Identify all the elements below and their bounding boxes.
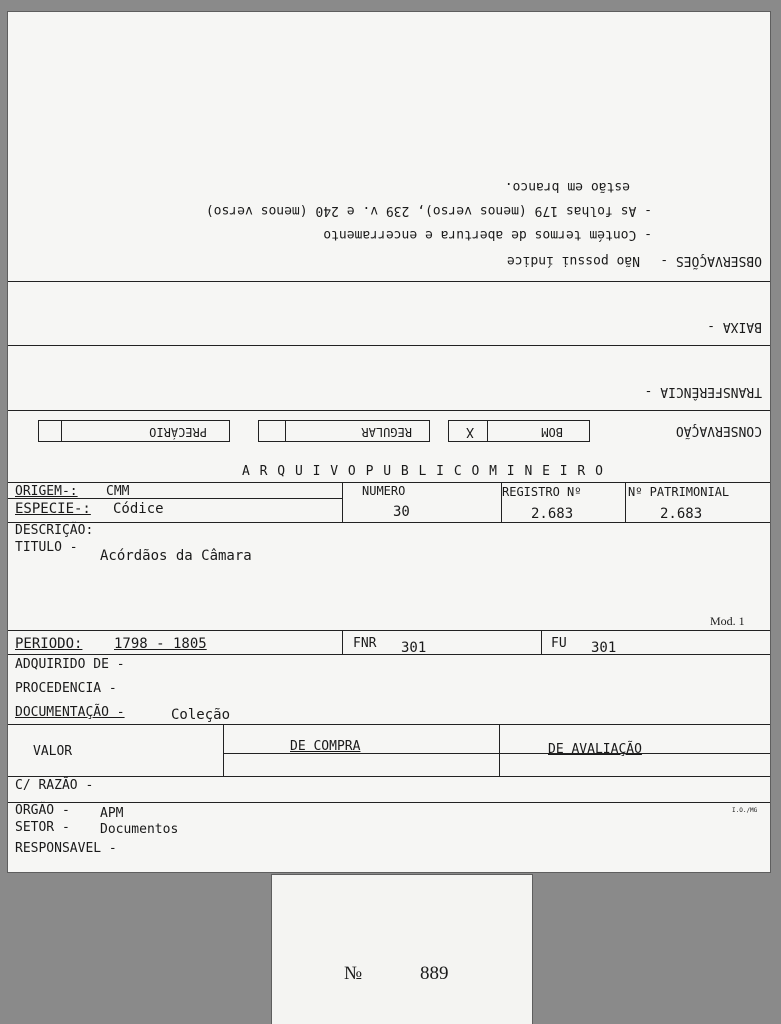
setor-label: SETOR -	[15, 820, 70, 835]
periodo-value: 1798 - 1805	[114, 636, 207, 652]
ticket-number: 889	[420, 963, 449, 984]
orgao-label: ORGÃO -	[15, 803, 70, 818]
periodo-label: PERIODO:	[15, 636, 83, 652]
divider-baixa	[8, 345, 770, 346]
fu-value: 301	[591, 640, 617, 656]
mod-label: Mod. 1	[710, 614, 745, 628]
numero-value: 30	[393, 504, 410, 520]
documentacao-value: Coleção	[171, 707, 231, 723]
printer-mark: I.O./MG	[732, 807, 758, 814]
descricao-label: DESCRIÇÃO:	[15, 523, 94, 538]
registro-label: REGISTRO Nº	[502, 485, 582, 499]
observacoes-label: OBSERVAÇÕES -	[660, 253, 762, 268]
titulo-value: Acórdãos da Câmara	[100, 548, 252, 564]
obs-line-2: - Contém termos de abertura e encerramento	[323, 227, 652, 242]
especie-label: ESPECIE-:	[15, 501, 91, 517]
baixa-label: BAIXA -	[707, 319, 762, 334]
upside-down-section	[8, 12, 770, 442]
procedencia-label: PROCEDENCIA -	[15, 681, 117, 696]
bom-label: BOM	[541, 425, 563, 439]
obs-line-1: Não possui índice	[506, 253, 640, 268]
valor-label: VALOR	[33, 744, 73, 759]
setor-value: Documentos	[100, 822, 179, 837]
fnr-label: FNR	[353, 636, 377, 651]
razao-label: C/ RAZÃO -	[15, 778, 94, 793]
archive-header: A R Q U I V O P U B L I C O M I N E I R O	[242, 464, 604, 479]
adquirido-label: ADQUIRIDO DE -	[15, 657, 125, 672]
fu-label: FU	[551, 636, 567, 651]
catalog-card	[8, 12, 770, 872]
registro-value: 2.683	[531, 506, 574, 522]
precario-label: PRECÁRIO	[149, 425, 207, 439]
titulo-label: TITULO -	[15, 540, 78, 555]
fnr-value: 301	[401, 640, 427, 656]
divider-transferencia	[8, 410, 770, 411]
especie-value: Códice	[113, 501, 164, 517]
regular-label: REGULAR	[361, 425, 412, 439]
bom-mark: X	[466, 424, 474, 439]
number-symbol: №	[344, 963, 363, 984]
de-avaliacao-label: DE AVALIAÇÃO	[548, 742, 642, 757]
number-ticket	[272, 875, 532, 1024]
obs-line-4: estão em branco.	[504, 179, 630, 194]
conservacao-label: CONSERVAÇÃO	[675, 423, 762, 438]
numero-label: NUMERO	[362, 484, 406, 498]
de-compra-label: DE COMPRA	[290, 739, 361, 754]
patrimonial-label: Nº PATRIMONIAL	[628, 485, 730, 499]
responsavel-label: RESPONSAVEL -	[15, 841, 117, 856]
documentacao-label: DOCUMENTAÇÃO -	[15, 705, 125, 720]
divider-obs	[8, 281, 770, 282]
transferencia-label: TRANSFERÊNCIA -	[644, 384, 762, 399]
origem-value: CMM	[106, 484, 130, 499]
orgao-value: APM	[100, 806, 124, 821]
obs-line-3: - As folhas 179 (menos verso), 239 v. e 240 (menos verso)	[205, 203, 652, 218]
origem-label: ORIGEM-:	[15, 484, 78, 499]
patrimonial-value: 2.683	[660, 506, 703, 522]
